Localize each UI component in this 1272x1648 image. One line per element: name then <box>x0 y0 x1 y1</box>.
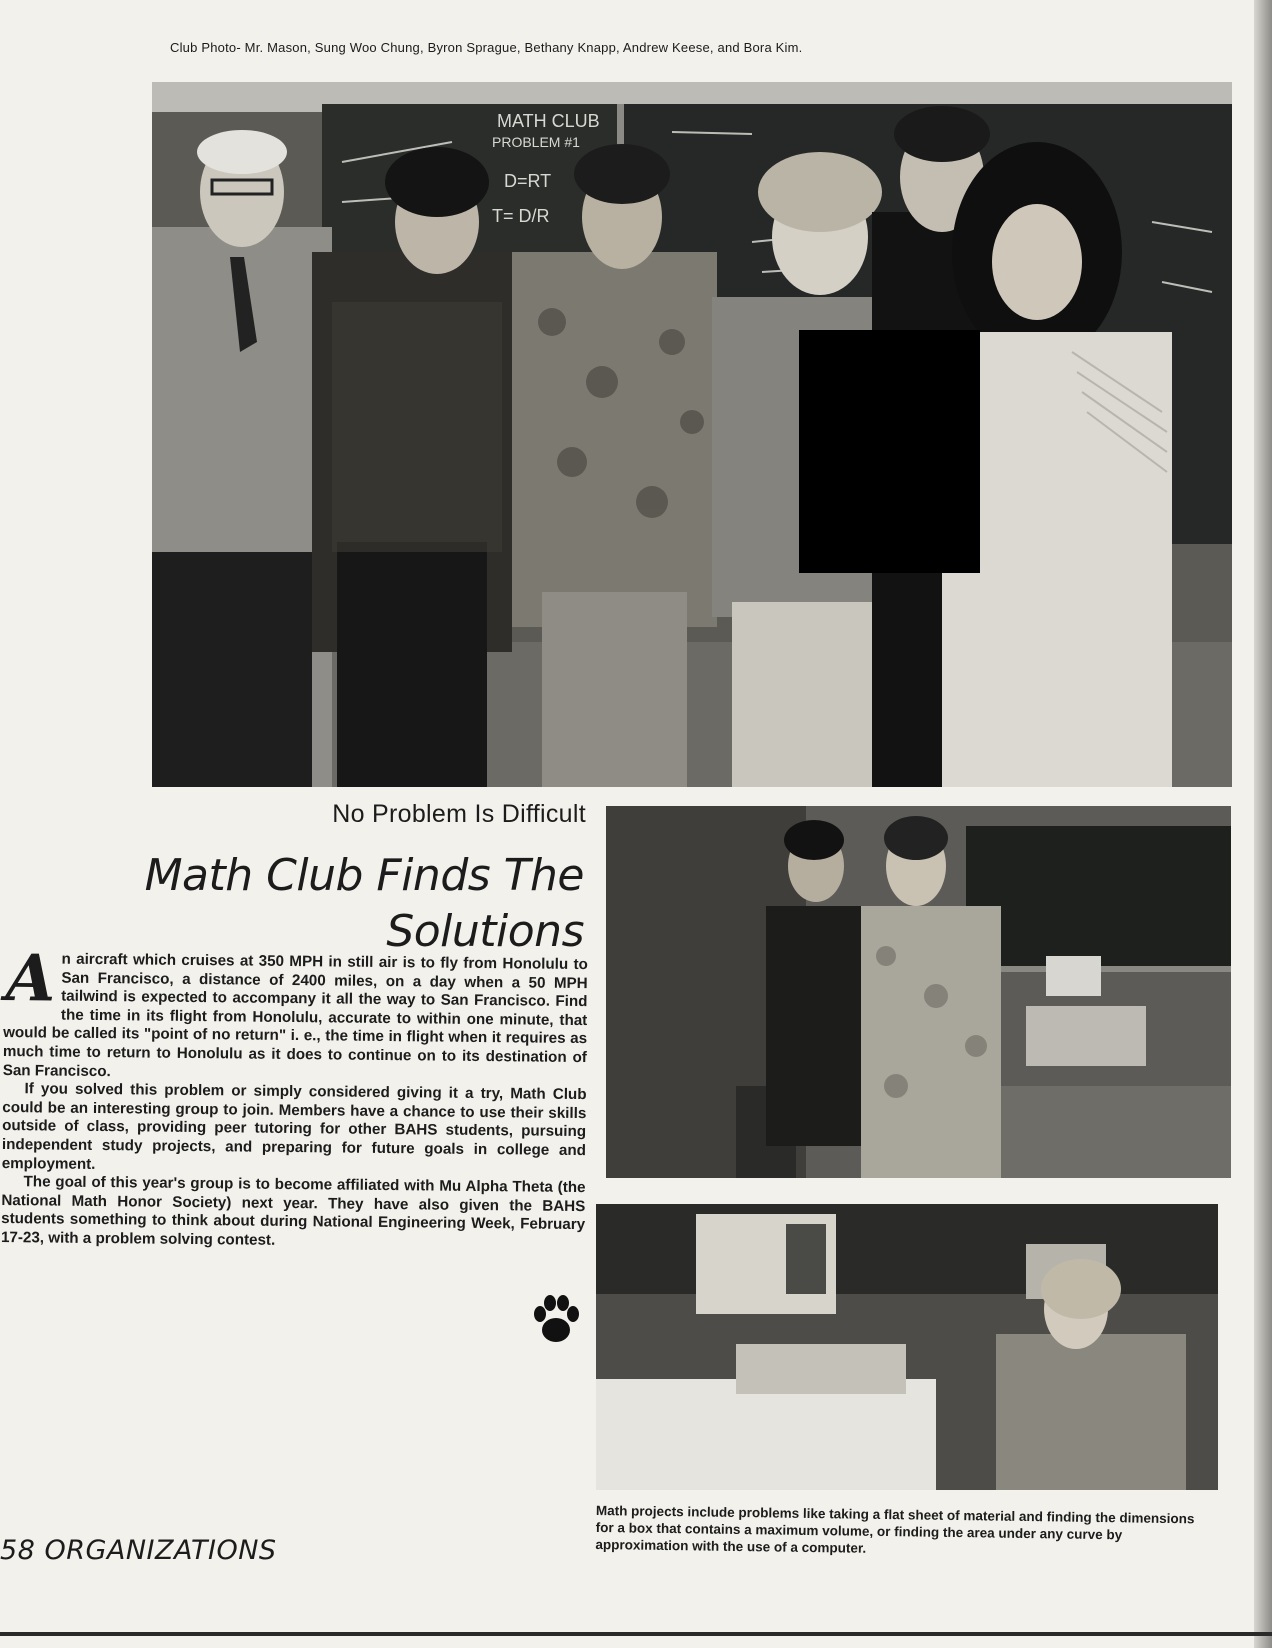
club-group-photo <box>152 82 1232 787</box>
redaction-box <box>799 330 980 573</box>
computer-monitor-icon <box>696 1214 836 1314</box>
article-kicker: No Problem Is Difficult <box>332 800 586 828</box>
board-text-problem: PROBLEM #1 <box>492 134 580 150</box>
paragraph-1 <box>2 941 588 1086</box>
article-headline: Math Club Finds The Solutions <box>144 850 584 957</box>
article-body <box>0 941 588 1254</box>
paw-print-icon <box>532 1294 580 1346</box>
drop-cap: A <box>5 941 56 1017</box>
page-edge-shadow <box>1254 0 1272 1648</box>
person-teacher <box>152 130 332 787</box>
board-text-math-club: MATH CLUB <box>497 111 600 131</box>
two-students-photo <box>606 806 1231 1178</box>
bottom-photo-caption: Math projects include problems like taking a flat sheet of material and finding the dimensions for a box that contains a maximum volume, or finding the area under any curve by approximation with the use of a computer. <box>595 1502 1195 1556</box>
paragraph-2: If you solved this problem or simply considered giving it a try, Math Club could be an interesting group to join. Members have a chance to use their skills outside of class, providing peer tutoring for other BAHS students, pursuing independent study projects, and preparing for future goals in college and employment. <box>1 1080 587 1173</box>
top-photo-caption: Club Photo- Mr. Mason, Sung Woo Chung, Byron Sprague, Bethany Knapp, Andrew Keese, and Bora Kim. <box>170 40 803 55</box>
paragraph-3: The goal of this year's group is to become affiliated with Mu Alpha Theta (the National Math Honor Society) next year. They have also given the BAHS students something to think about during National Engineering Week, February 17-23, with a problem solving contest. <box>0 1173 586 1249</box>
paragraph-1-text: n aircraft which cruises at 350 MPH in still air is to fly from Honolulu to San Francisco, a distance of 2400 miles, on a day when a 50 MPH tailwind is expected to accompany it all the way to San Francisco. Find the time in its flight from Honolulu, accurate to within one minute, that would be called its "point of no return" i. e., the time in flight when it requires as much time to return to Honolulu as it does to continue on to its destination of San Francisco. <box>2 950 588 1080</box>
bottom-rule <box>0 1632 1272 1636</box>
board-text-formula-1: D=RT <box>504 171 552 191</box>
board-text-formula-2: T= D/R <box>492 206 550 226</box>
computer-lab-photo <box>596 1204 1218 1490</box>
page-folio: 58 ORGANIZATIONS <box>0 1535 277 1566</box>
